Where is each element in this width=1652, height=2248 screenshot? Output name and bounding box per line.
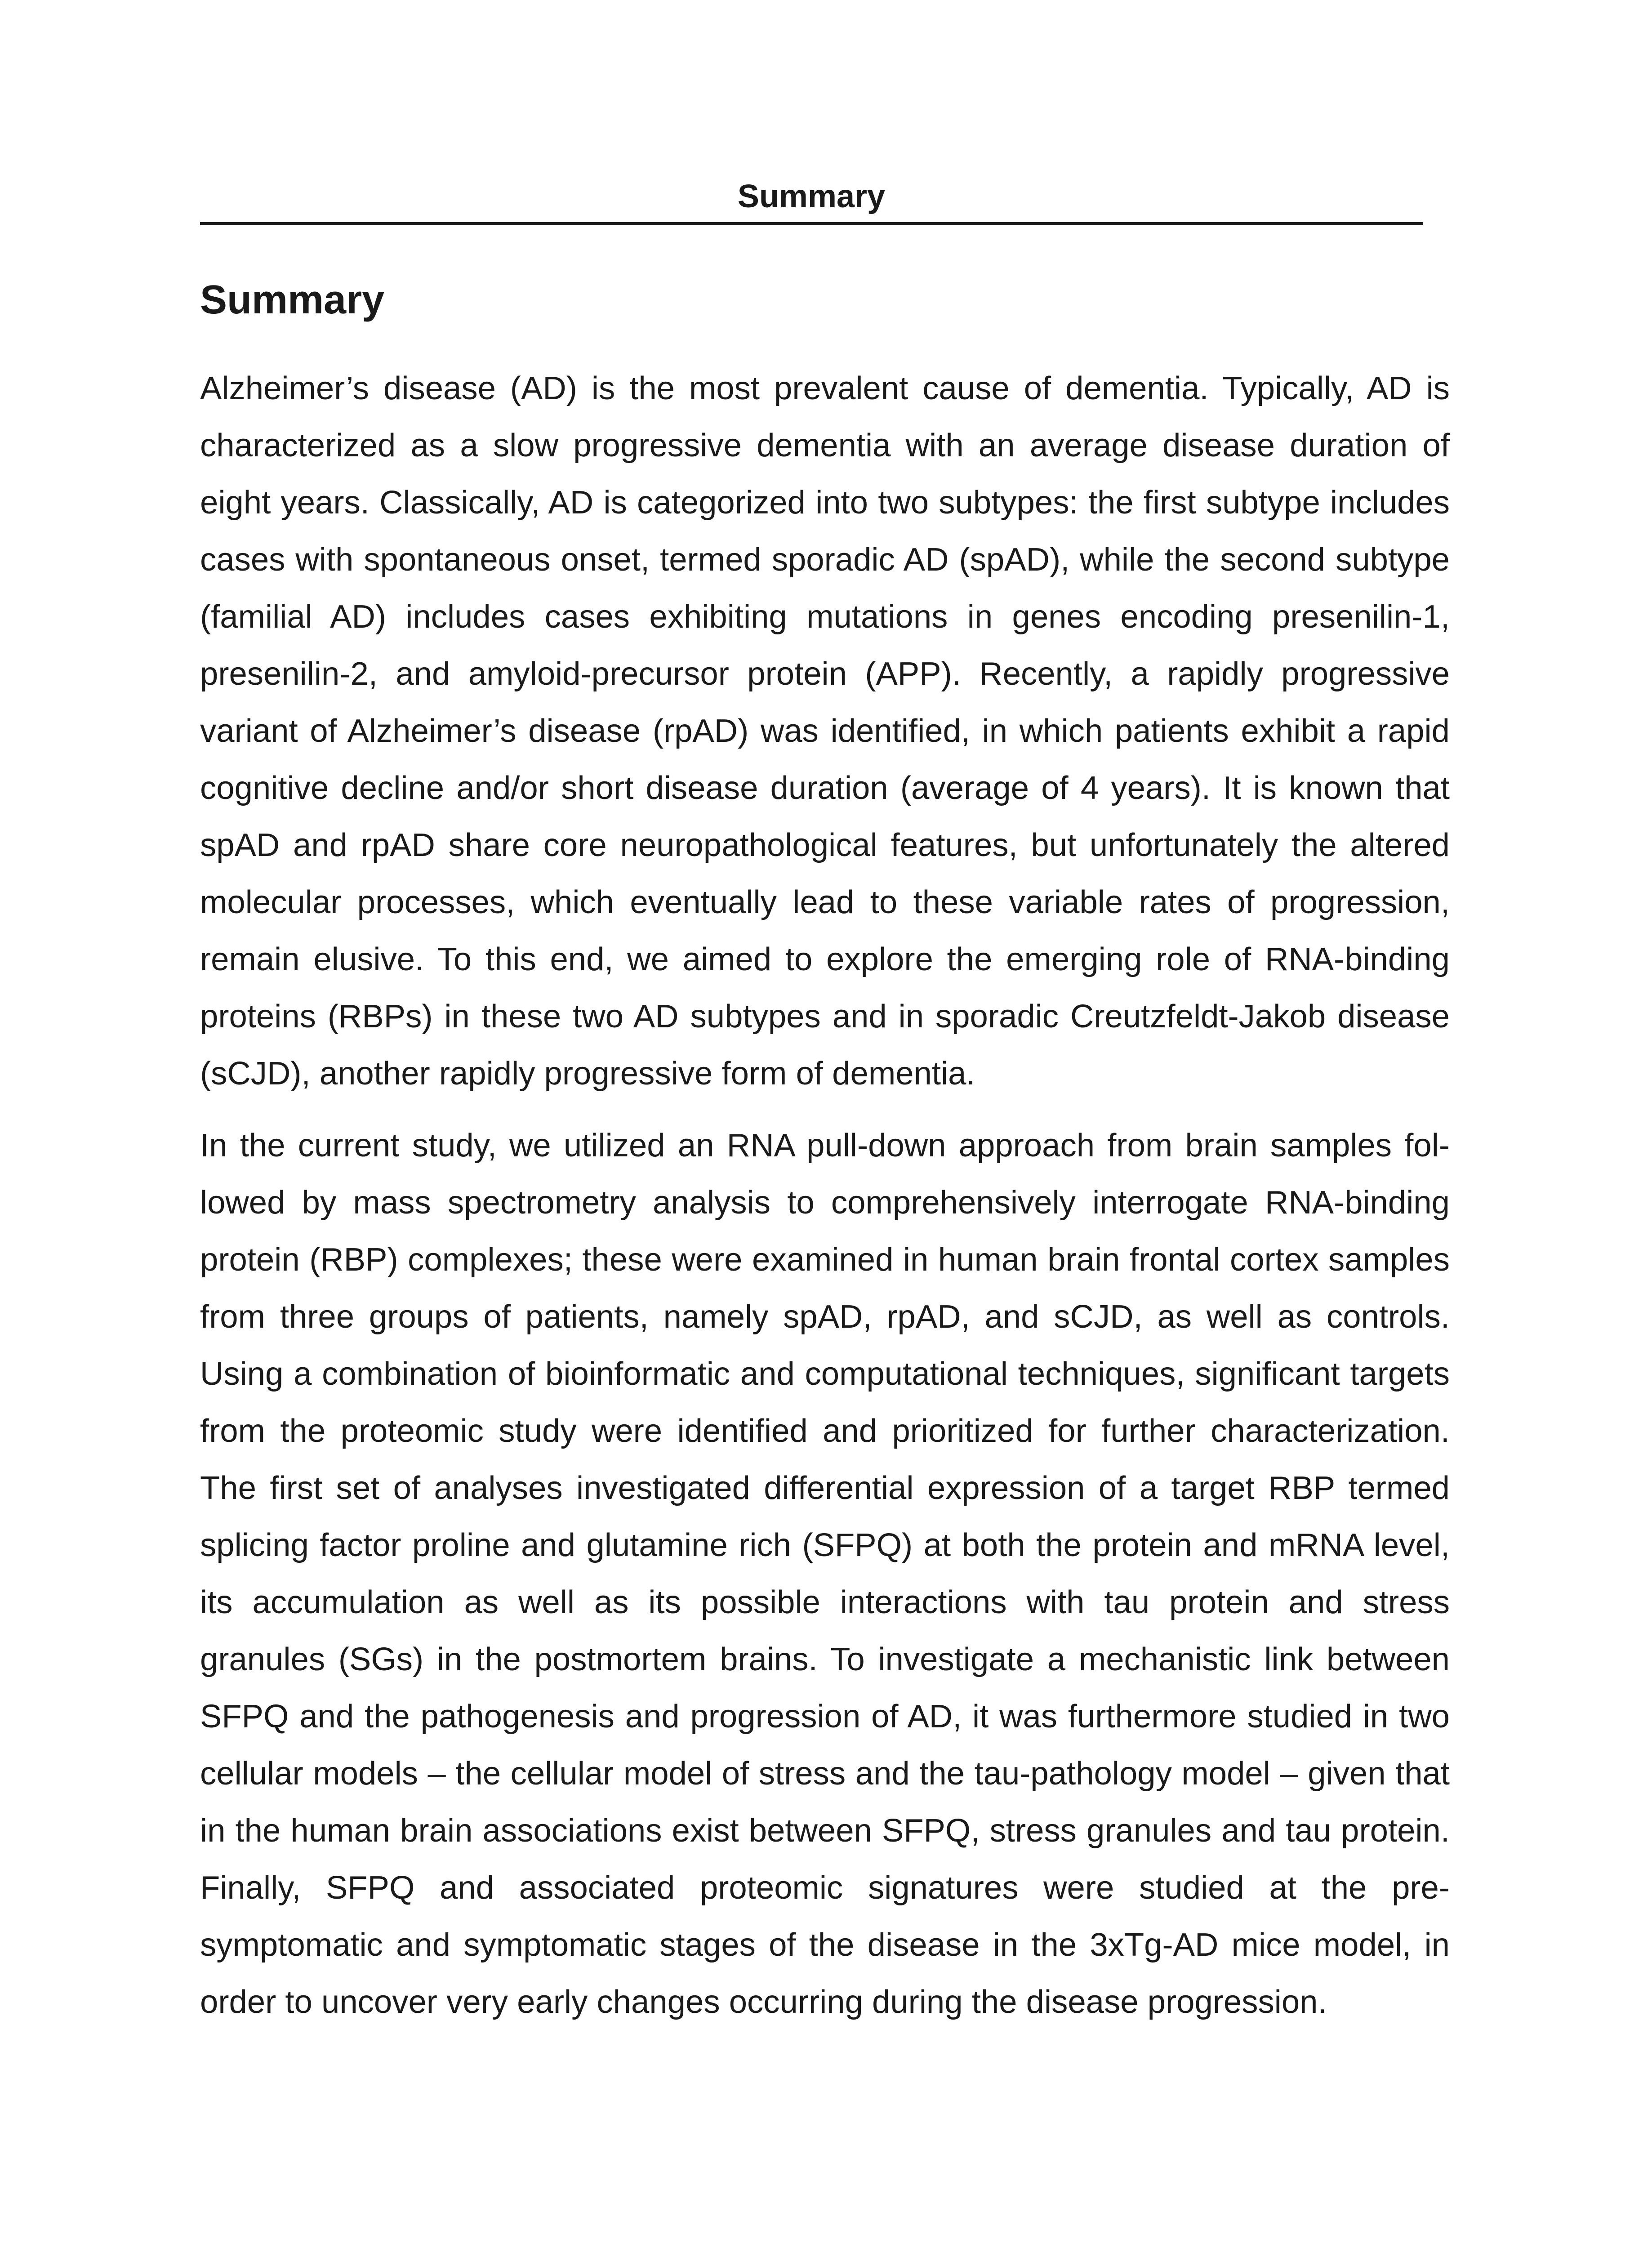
summary-paragraph-1: Alzheimer’s disease (AD) is the most prevalent cause of dementia. Typically, AD is characterized as a slow progressive dementia with an average disease duration of eight years. Classically, AD is categorized into two subtypes: the first subtype includes cases with spontaneous onset, termed sporadic AD (spAD), while the second subtype (familial AD) includes cases exhibiting mutations in genes encoding presenilin-1, presenilin-2, and amyloid-precursor protein (APP). Recently, a rapidly progressive variant of Alzheimer’s disease (rpAD) was identified, in which patients exhibit a rapid cognitive decline and/or short disease duration (average of 4 years). It is known that spAD and rpAD share core neuropathological features, but unfortunately the altered molecular processes, which eventually lead to these variable rates of progression, remain elusive. To this end, we aimed to explore the emerging role of RNA-binding proteins (RBPs) in these two AD subtypes and in sporadic Creutzfeldt-Jakob disease (sCJD), another rapidly progressive form of dementia. — [200, 370, 1450, 1092]
section-title: Summary — [200, 277, 385, 322]
header-divider — [200, 222, 1423, 225]
running-header: Summary — [737, 178, 886, 214]
summary-body — [200, 360, 1450, 2030]
summary-paragraph-2: In the current study, we utilized an RNA pull-down approach from brain samples followed by mass spectrometry analysis to comprehensively interrogate RNA-binding protein (RBP) complexes; these were examined in human brain frontal cortex samples from three groups of patients, namely spAD, rpAD, and sCJD, as well as controls. Using a combination of bioinformatic and computational techniques, significant targets from the proteomic study were identified and prioritized for further characterization. The first set of analyses investigated differential expression of a target RBP termed splicing factor proline and glutamine rich (SFPQ) at both the protein and mRNA level, its accumulation as well as its possible interactions with tau protein and stress granules (SGs) in the postmortem brains. To investigate a mechanistic link between SFPQ and the pathogenesis and progression of AD, it was furthermore studied in two cellular models – the cellular model of stress and the tau-pathology model – given that in the human brain associations exist between SFPQ, stress granules and tau protein. Finally, SFPQ and associated proteomic signatures were studied at the pre-symptomatic and symptomatic stages of the disease in the 3xTg-AD mice model, in order to uncover very early changes occurring during the disease progression. — [200, 1127, 1450, 2020]
